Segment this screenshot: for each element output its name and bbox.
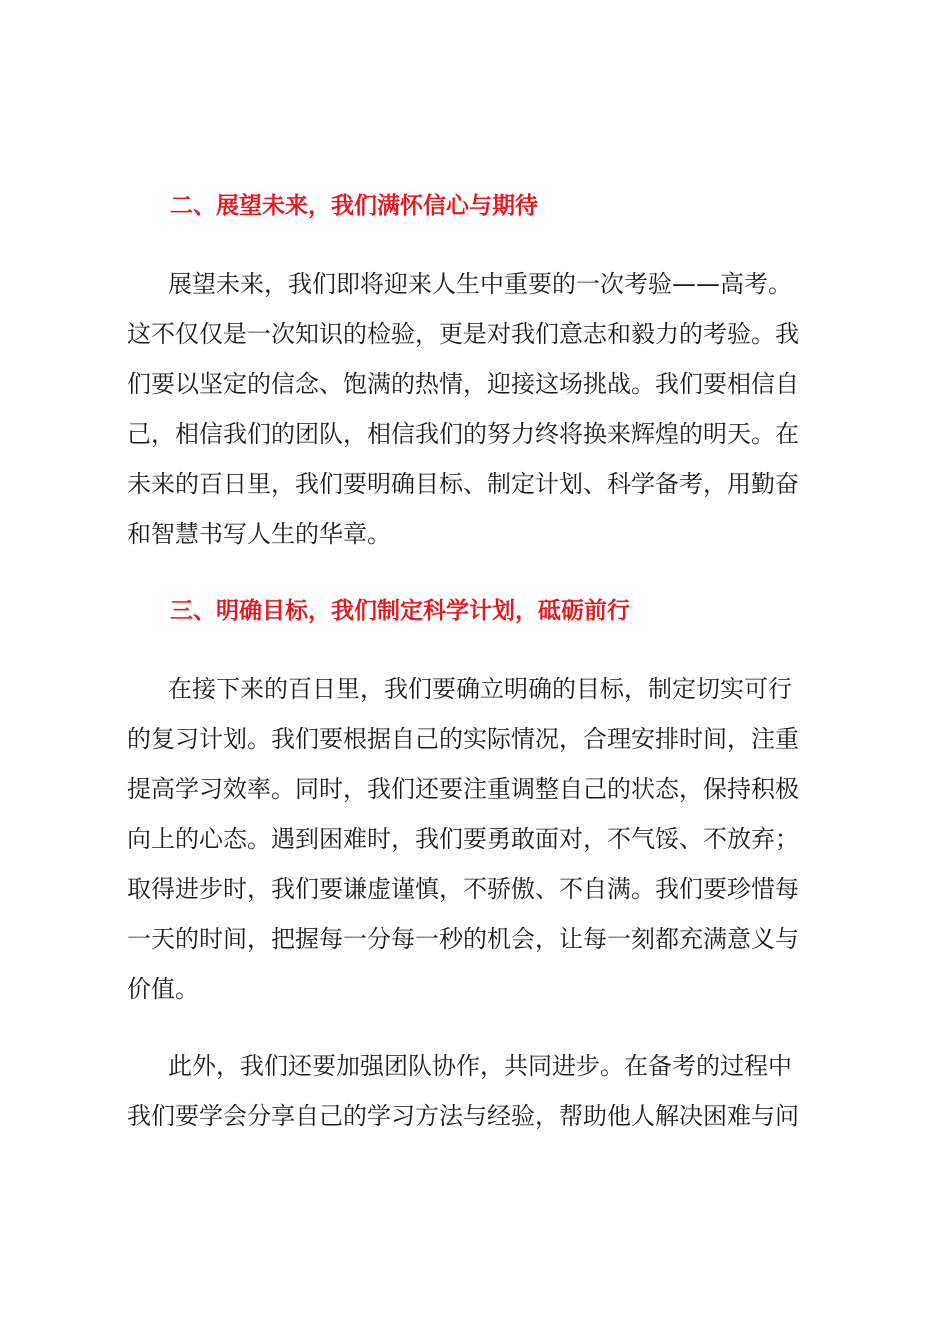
text-line: 我们要学会分享自己的学习方法与经验，帮助他人解决困难与问 xyxy=(127,1102,799,1130)
text-line: 向上的心态。遇到困难时，我们要勇敢面对，不气馁、不放弃； xyxy=(127,825,799,853)
section-heading-2: 二、展望未来，我们满怀信心与期待 xyxy=(170,193,538,219)
text-line: 展望未来，我们即将迎来人生中重要的一次考验——高考。 xyxy=(168,270,792,298)
text-line: 和智慧书写人生的华章。 xyxy=(127,520,391,548)
text-line: 提高学习效率。同时，我们还要注重调整自己的状态，保持积极 xyxy=(127,775,799,803)
paragraph xyxy=(127,664,847,1014)
section-heading-3: 三、明确目标，我们制定科学计划，砥砺前行 xyxy=(170,598,630,624)
text-line: 们要以坚定的信念、饱满的热情，迎接这场挑战。我们要相信自 xyxy=(127,370,799,398)
text-line: 在接下来的百日里，我们要确立明确的目标，制定切实可行 xyxy=(168,675,792,703)
text-line: 价值。 xyxy=(127,975,199,1003)
text-line: 己，相信我们的团队，相信我们的努力终将换来辉煌的明天。在 xyxy=(127,420,799,448)
text-line: 的复习计划。我们要根据自己的实际情况，合理安排时间，注重 xyxy=(127,725,799,753)
text-line: 此外，我们还要加强团队协作，共同进步。在备考的过程中 xyxy=(168,1052,792,1080)
paragraph xyxy=(127,259,847,559)
paragraph xyxy=(127,1041,847,1141)
text-line: 这不仅仅是一次知识的检验，更是对我们意志和毅力的考验。我 xyxy=(127,320,799,348)
text-line: 一天的时间，把握每一分每一秒的机会，让每一刻都充满意义与 xyxy=(127,925,799,953)
text-line: 未来的百日里，我们要明确目标、制定计划、科学备考，用勤奋 xyxy=(127,470,799,498)
text-line: 取得进步时，我们要谦虚谨慎，不骄傲、不自满。我们要珍惜每 xyxy=(127,875,799,903)
